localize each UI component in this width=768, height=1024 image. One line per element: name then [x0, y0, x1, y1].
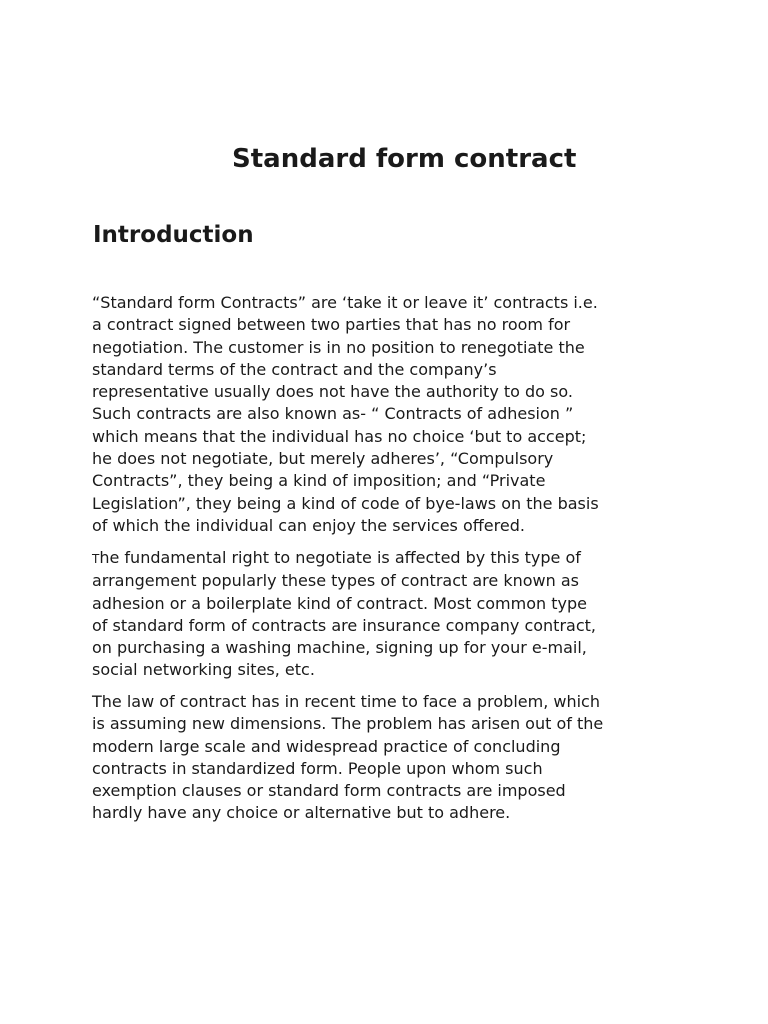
paragraph-2 [92, 547, 692, 682]
document-title: Standard form contract [232, 144, 577, 174]
paragraph-3: The law of contract has in recent time to face a problem, which is assuming new dimensions. The problem has arisen out of the modern large scale and widespread practice of concluding contracts in standardized form. People upon whom such exemption clauses or standard form contracts are imposed hardly have any choice or alternative but to adhere. [92, 692, 604, 823]
section-heading-introduction: Introduction [93, 222, 254, 248]
paragraph-2-text: he fundamental right to negotiate is affected by this type of arrangement popularly these types of contract are known as adhesion or a boilerplate kind of contract. Most common type of standard form of contracts are insurance company contract, on purchasing a washing machine, signing up for your e-mail, social networking sites, etc. [92, 548, 596, 680]
paragraph-1: “Standard form Contracts” are ‘take it or leave it’ contracts i.e. a contract signed between two parties that has no room for negotiation. The customer is in no position to renegotiate the standard terms of the contract and the company’s representative usually does not have the authority to do so. Such contracts are also known as- “ Contracts of adhesion ” which means that the individual has no choice ‘but to accept; he does not negotiate, but merely adheres’, “Compulsory Contracts”, they being a kind of imposition; and “Private Legislation”, they being a kind of code of bye-laws on the basis of which the individual can enjoy the services offered. [92, 293, 599, 535]
paragraph-2-initial: T [92, 552, 100, 566]
